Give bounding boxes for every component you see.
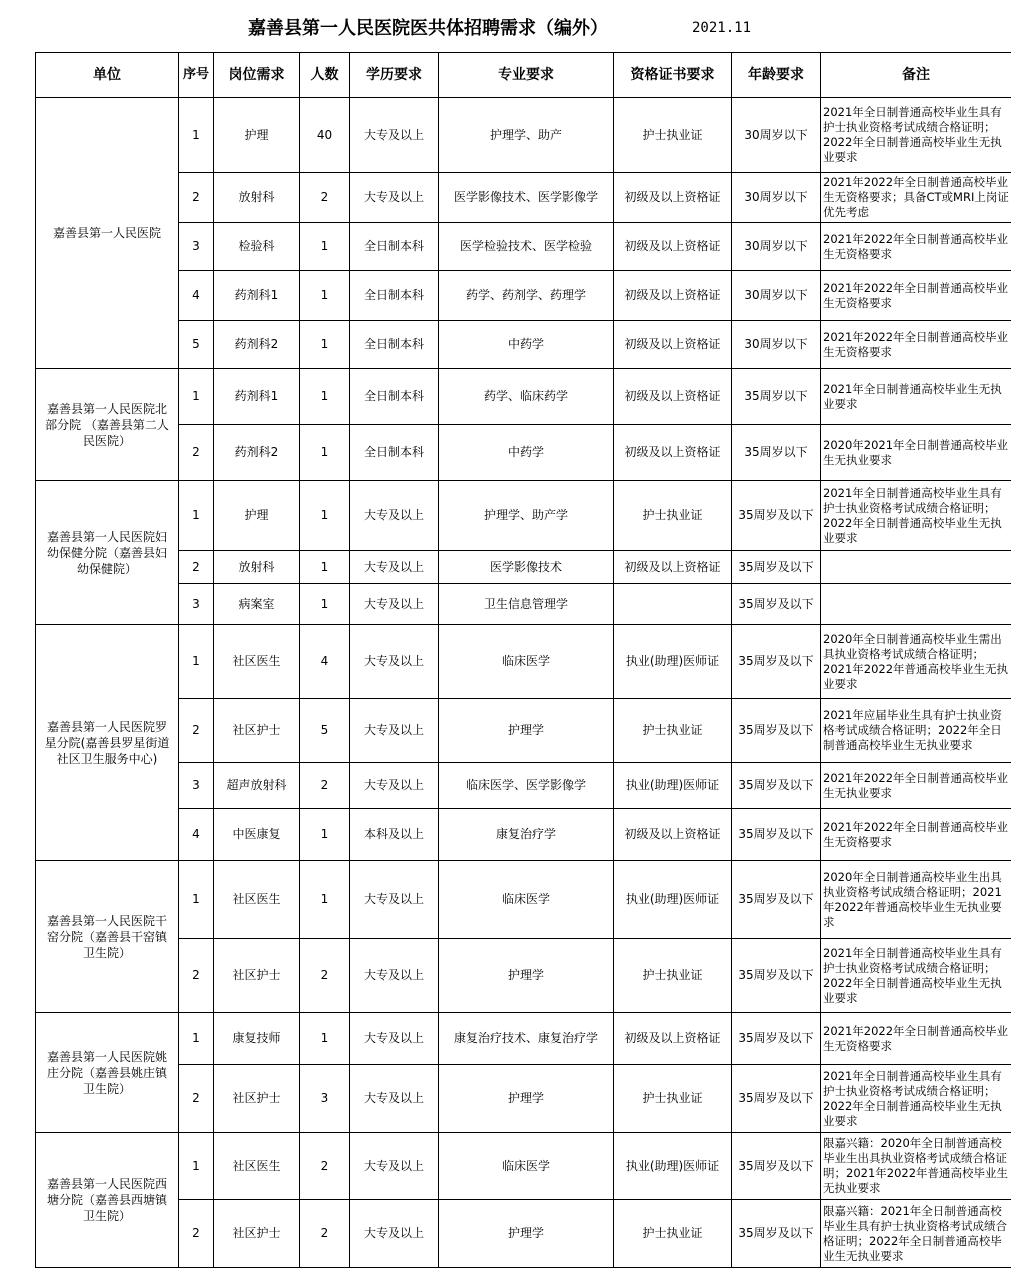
table-row (36, 809, 1011, 861)
education-cell: 大专及以上 (350, 699, 439, 763)
seq-cell: 4 (179, 271, 214, 321)
count-cell: 4 (300, 625, 350, 699)
post-cell: 药剂科2 (214, 425, 300, 481)
major-cell: 康复治疗学 (439, 809, 614, 861)
major-cell: 中药学 (439, 321, 614, 369)
unit-cell: 嘉善县第一人民医院西塘分院（嘉善县西塘镇卫生院） (36, 1133, 179, 1268)
seq-cell: 1 (179, 1133, 214, 1200)
table-row (36, 584, 1011, 625)
certificate-cell: 初级及以上资格证 (614, 809, 732, 861)
header-education: 学历要求 (350, 53, 439, 98)
count-cell: 2 (300, 1133, 350, 1200)
education-cell: 全日制本科 (350, 425, 439, 481)
education-cell: 大专及以上 (350, 625, 439, 699)
post-cell: 药剂科1 (214, 271, 300, 321)
major-cell: 护理学 (439, 1200, 614, 1268)
education-cell: 大专及以上 (350, 98, 439, 173)
certificate-cell (614, 584, 732, 625)
note-cell: 2021年2022年全日制普通高校毕业生无资格要求 (821, 809, 1011, 861)
seq-cell: 2 (179, 173, 214, 223)
age-cell: 30周岁以下 (732, 223, 821, 271)
header-major: 专业要求 (439, 53, 614, 98)
post-cell: 社区护士 (214, 699, 300, 763)
note-cell: 2021年2022年全日制普通高校毕业生无资格要求 (821, 1013, 1011, 1065)
education-cell: 大专及以上 (350, 1065, 439, 1133)
recruitment-table (35, 52, 1011, 1268)
note-cell: 2021年2022年全日制普通高校毕业生无资格要求 (821, 321, 1011, 369)
table-row (36, 173, 1011, 223)
seq-cell: 1 (179, 98, 214, 173)
unit-cell: 嘉善县第一人民医院干窑分院（嘉善县干窑镇卫生院） (36, 861, 179, 1013)
age-cell: 35周岁及以下 (732, 809, 821, 861)
major-cell: 临床医学、医学影像学 (439, 763, 614, 809)
certificate-cell: 初级及以上资格证 (614, 369, 732, 425)
seq-cell: 1 (179, 369, 214, 425)
certificate-cell: 初级及以上资格证 (614, 223, 732, 271)
major-cell: 护理学 (439, 699, 614, 763)
age-cell: 35周岁以下 (732, 369, 821, 425)
education-cell: 大专及以上 (350, 173, 439, 223)
post-cell: 社区医生 (214, 625, 300, 699)
post-cell: 社区护士 (214, 1065, 300, 1133)
certificate-cell: 护士执业证 (614, 1200, 732, 1268)
count-cell: 1 (300, 321, 350, 369)
count-cell: 1 (300, 481, 350, 551)
certificate-cell: 初级及以上资格证 (614, 551, 732, 584)
certificate-cell: 护士执业证 (614, 699, 732, 763)
certificate-cell: 护士执业证 (614, 939, 732, 1013)
note-cell: 2021年全日制普通高校毕业生具有护士执业资格考试成绩合格证明；2022年全日制普通高校毕业生无执业要求 (821, 939, 1011, 1013)
unit-cell: 嘉善县第一人民医院北部分院 （嘉善县第二人民医院） (36, 369, 179, 481)
major-cell: 康复治疗技术、康复治疗学 (439, 1013, 614, 1065)
education-cell: 大专及以上 (350, 861, 439, 939)
count-cell: 3 (300, 1065, 350, 1133)
note-cell: 2021年2022年全日制普通高校毕业生无资格要求；具备CT或MRI上岗证优先考虑 (821, 173, 1011, 223)
note-cell (821, 551, 1011, 584)
education-cell: 大专及以上 (350, 1133, 439, 1200)
document-title: 嘉善县第一人民医院医共体招聘需求（编外） (248, 18, 608, 39)
education-cell: 全日制本科 (350, 369, 439, 425)
education-cell: 大专及以上 (350, 1013, 439, 1065)
age-cell: 30周岁以下 (732, 271, 821, 321)
note-cell: 2020年全日制普通高校毕业生需出具执业资格考试成绩合格证明；2021年2022年普通高校毕业生无执业要求 (821, 625, 1011, 699)
post-cell: 社区护士 (214, 939, 300, 1013)
note-cell: 2021年全日制普通高校毕业生具有护士执业资格考试成绩合格证明；2022年全日制普通高校毕业生无执业要求 (821, 481, 1011, 551)
note-cell: 限嘉兴籍：2020年全日制普通高校毕业生出具执业资格考试成绩合格证明；2021年2022年普通高校毕业生无执业要求 (821, 1133, 1011, 1200)
major-cell: 临床医学 (439, 1133, 614, 1200)
seq-cell: 1 (179, 861, 214, 939)
table-row (36, 223, 1011, 271)
count-cell: 2 (300, 939, 350, 1013)
table-row (36, 271, 1011, 321)
header-certificate: 资格证书要求 (614, 53, 732, 98)
education-cell: 大专及以上 (350, 551, 439, 584)
education-cell: 大专及以上 (350, 939, 439, 1013)
post-cell: 检验科 (214, 223, 300, 271)
major-cell: 护理学 (439, 1065, 614, 1133)
age-cell: 35周岁及以下 (732, 861, 821, 939)
post-cell: 药剂科1 (214, 369, 300, 425)
age-cell: 35周岁及以下 (732, 763, 821, 809)
unit-cell: 嘉善县第一人民医院妇幼保健分院（嘉善县妇幼保健院） (36, 481, 179, 625)
count-cell: 1 (300, 369, 350, 425)
seq-cell: 5 (179, 321, 214, 369)
education-cell: 全日制本科 (350, 271, 439, 321)
post-cell: 社区医生 (214, 1133, 300, 1200)
table-row (36, 425, 1011, 481)
seq-cell: 3 (179, 584, 214, 625)
post-cell: 病案室 (214, 584, 300, 625)
note-cell: 2021年全日制普通高校毕业生具有护士执业资格考试成绩合格证明；2022年全日制普通高校毕业生无执业要求 (821, 1065, 1011, 1133)
seq-cell: 4 (179, 809, 214, 861)
count-cell: 1 (300, 223, 350, 271)
table-body (36, 98, 1011, 1268)
major-cell: 中药学 (439, 425, 614, 481)
education-cell: 全日制本科 (350, 223, 439, 271)
seq-cell: 3 (179, 223, 214, 271)
count-cell: 5 (300, 699, 350, 763)
table-row (36, 1200, 1011, 1268)
education-cell: 本科及以上 (350, 809, 439, 861)
seq-cell: 2 (179, 1065, 214, 1133)
count-cell: 2 (300, 173, 350, 223)
certificate-cell: 执业(助理)医师证 (614, 763, 732, 809)
major-cell: 护理学、助产学 (439, 481, 614, 551)
certificate-cell: 初级及以上资格证 (614, 173, 732, 223)
certificate-cell: 初级及以上资格证 (614, 271, 732, 321)
post-cell: 社区医生 (214, 861, 300, 939)
count-cell: 1 (300, 584, 350, 625)
note-cell: 2021年2022年全日制普通高校毕业生无执业要求 (821, 763, 1011, 809)
table-row (36, 321, 1011, 369)
count-cell: 1 (300, 1013, 350, 1065)
education-cell: 大专及以上 (350, 481, 439, 551)
age-cell: 35周岁及以下 (732, 1065, 821, 1133)
post-cell: 护理 (214, 98, 300, 173)
major-cell: 药学、药剂学、药理学 (439, 271, 614, 321)
note-cell: 2021年应届毕业生具有护士执业资格考试成绩合格证明；2022年全日制普通高校毕业生无执业要求 (821, 699, 1011, 763)
header-post: 岗位需求 (214, 53, 300, 98)
header-unit: 单位 (36, 53, 179, 98)
title-bar (0, 0, 1011, 52)
count-cell: 2 (300, 763, 350, 809)
age-cell: 35周岁及以下 (732, 699, 821, 763)
table-row (36, 763, 1011, 809)
header-count: 人数 (300, 53, 350, 98)
major-cell: 护理学 (439, 939, 614, 1013)
table-row (36, 625, 1011, 699)
note-cell: 2021年全日制普通高校毕业生无执业要求 (821, 369, 1011, 425)
certificate-cell: 护士执业证 (614, 98, 732, 173)
post-cell: 放射科 (214, 173, 300, 223)
table-row (36, 551, 1011, 584)
major-cell: 医学影像技术、医学影像学 (439, 173, 614, 223)
certificate-cell: 初级及以上资格证 (614, 1013, 732, 1065)
major-cell: 卫生信息管理学 (439, 584, 614, 625)
count-cell: 1 (300, 861, 350, 939)
age-cell: 35周岁及以下 (732, 1200, 821, 1268)
note-cell (821, 584, 1011, 625)
seq-cell: 1 (179, 625, 214, 699)
major-cell: 临床医学 (439, 625, 614, 699)
education-cell: 大专及以上 (350, 584, 439, 625)
age-cell: 30周岁以下 (732, 98, 821, 173)
note-cell: 限嘉兴籍：2021年全日制普通高校毕业生具有护士执业资格考试成绩合格证明；2022年全日制普通高校毕业生无执业要求 (821, 1200, 1011, 1268)
post-cell: 超声放射科 (214, 763, 300, 809)
post-cell: 护理 (214, 481, 300, 551)
post-cell: 康复技师 (214, 1013, 300, 1065)
age-cell: 30周岁以下 (732, 173, 821, 223)
seq-cell: 1 (179, 481, 214, 551)
header-seq: 序号 (179, 53, 214, 98)
table-row (36, 861, 1011, 939)
note-cell: 2021年2022年全日制普通高校毕业生无资格要求 (821, 271, 1011, 321)
certificate-cell: 初级及以上资格证 (614, 321, 732, 369)
count-cell: 1 (300, 551, 350, 584)
unit-cell: 嘉善县第一人民医院 (36, 98, 179, 369)
table-row (36, 98, 1011, 173)
education-cell: 大专及以上 (350, 763, 439, 809)
age-cell: 35周岁及以下 (732, 481, 821, 551)
education-cell: 大专及以上 (350, 1200, 439, 1268)
age-cell: 35周岁及以下 (732, 551, 821, 584)
age-cell: 35周岁及以下 (732, 584, 821, 625)
header-age: 年龄要求 (732, 53, 821, 98)
count-cell: 1 (300, 271, 350, 321)
seq-cell: 2 (179, 939, 214, 1013)
certificate-cell: 执业(助理)医师证 (614, 625, 732, 699)
note-cell: 2021年全日制普通高校毕业生具有护士执业资格考试成绩合格证明；2022年全日制普通高校毕业生无执业要求 (821, 98, 1011, 173)
age-cell: 35周岁及以下 (732, 939, 821, 1013)
table-row (36, 1133, 1011, 1200)
seq-cell: 2 (179, 425, 214, 481)
age-cell: 35周岁及以下 (732, 1133, 821, 1200)
major-cell: 医学检验技术、医学检验 (439, 223, 614, 271)
certificate-cell: 护士执业证 (614, 1065, 732, 1133)
post-cell: 社区护士 (214, 1200, 300, 1268)
seq-cell: 2 (179, 551, 214, 584)
table-row (36, 1065, 1011, 1133)
table-row (36, 1013, 1011, 1065)
unit-cell: 嘉善县第一人民医院罗星分院(嘉善县罗星街道社区卫生服务中心) (36, 625, 179, 861)
major-cell: 护理学、助产 (439, 98, 614, 173)
certificate-cell: 护士执业证 (614, 481, 732, 551)
count-cell: 40 (300, 98, 350, 173)
age-cell: 35周岁及以下 (732, 1013, 821, 1065)
table-row (36, 369, 1011, 425)
count-cell: 1 (300, 809, 350, 861)
count-cell: 1 (300, 425, 350, 481)
certificate-cell: 执业(助理)医师证 (614, 1133, 732, 1200)
seq-cell: 2 (179, 699, 214, 763)
seq-cell: 1 (179, 1013, 214, 1065)
table-row (36, 939, 1011, 1013)
age-cell: 35周岁以下 (732, 425, 821, 481)
certificate-cell: 初级及以上资格证 (614, 425, 732, 481)
major-cell: 医学影像技术 (439, 551, 614, 584)
age-cell: 30周岁以下 (732, 321, 821, 369)
document-date: 2021.11 (692, 20, 752, 36)
post-cell: 放射科 (214, 551, 300, 584)
major-cell: 临床医学 (439, 861, 614, 939)
post-cell: 药剂科2 (214, 321, 300, 369)
table-row (36, 699, 1011, 763)
seq-cell: 2 (179, 1200, 214, 1268)
seq-cell: 3 (179, 763, 214, 809)
note-cell: 2020年全日制普通高校毕业生出具执业资格考试成绩合格证明；2021年2022年普通高校毕业生无执业要求 (821, 861, 1011, 939)
unit-cell: 嘉善县第一人民医院姚庄分院（嘉善县姚庄镇卫生院） (36, 1013, 179, 1133)
note-cell: 2021年2022年全日制普通高校毕业生无资格要求 (821, 223, 1011, 271)
header-notes: 备注 (821, 53, 1011, 98)
certificate-cell: 执业(助理)医师证 (614, 861, 732, 939)
table-row (36, 481, 1011, 551)
major-cell: 药学、临床药学 (439, 369, 614, 425)
post-cell: 中医康复 (214, 809, 300, 861)
header-row (36, 53, 1011, 98)
education-cell: 全日制本科 (350, 321, 439, 369)
age-cell: 35周岁及以下 (732, 625, 821, 699)
note-cell: 2020年2021年全日制普通高校毕业生无执业要求 (821, 425, 1011, 481)
count-cell: 2 (300, 1200, 350, 1268)
